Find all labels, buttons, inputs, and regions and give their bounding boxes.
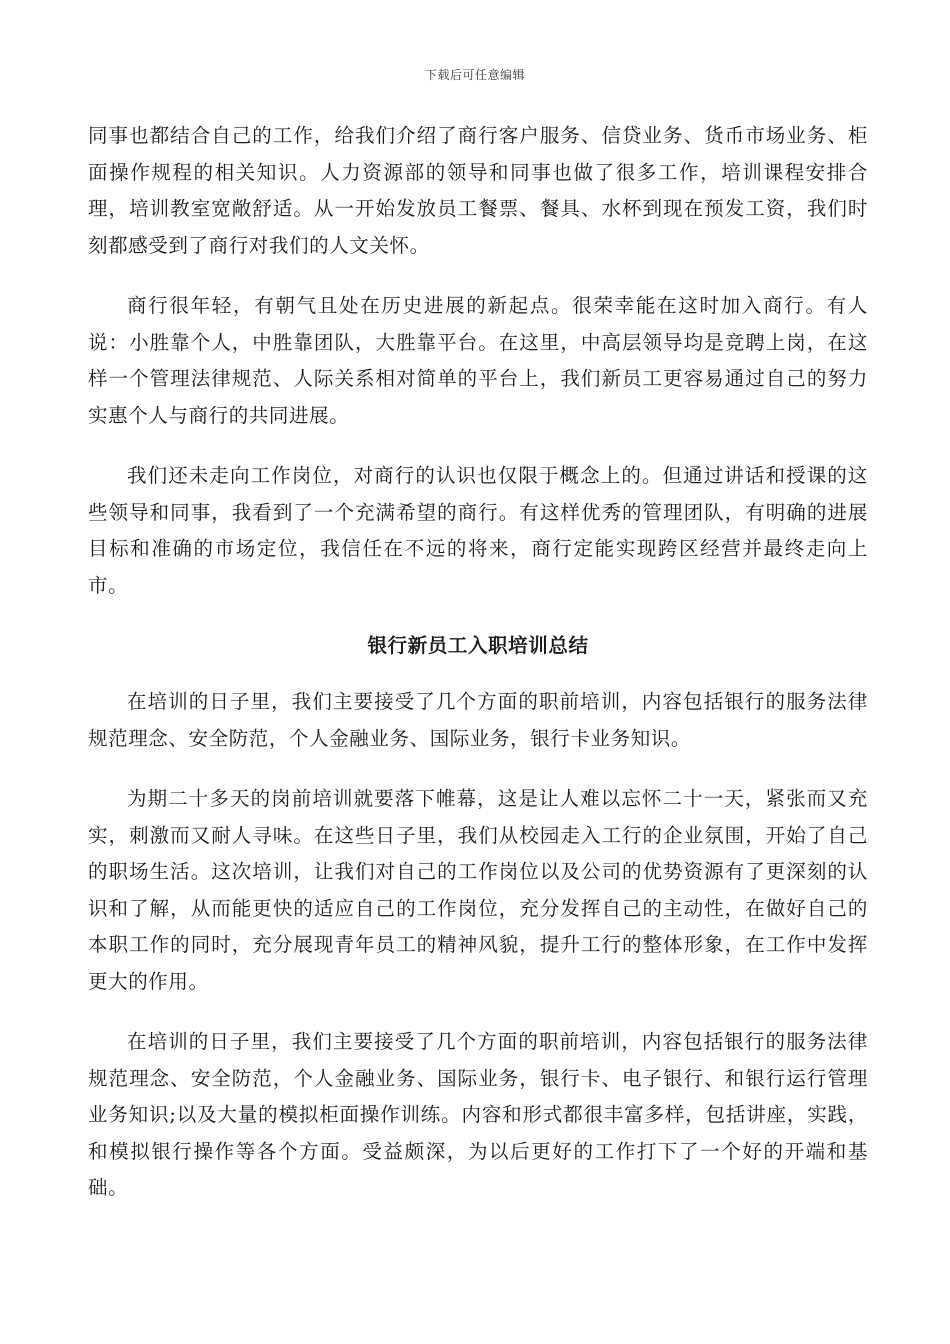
paragraph-continued: 同事也都结合自己的工作，给我们介绍了商行客户服务、信贷业务、货币市场业务、柜面操作规程的相关知识。人力资源部的领导和同事也做了很多工作，培训课程安排合理，培训教室宽敞舒适。从一开始发放员工餐票、餐具、水杯到现在预发工资，我们时刻都感受到了商行对我们的人文关怀。 [88,124,868,257]
paragraph: 为期二十多天的岗前培训就要落下帷幕，这是让人难以忘怀二十一天，紧张而又充实，刺激而又耐人寻味。在这些日子里，我们从校园走入工行的企业氛围，开始了自己的职场生活。这次培训，让我们对自己的工作岗位以及公司的优势资源有了更深刻的认识和了解，从而能更快的适应自己的工作岗位，充分发挥自己的主动性，在做好自己的本职工作的同时，充分展现青年员工的精神风貌，提升工行的整体形象，在工作中发挥更大的作用。 [88,787,868,993]
paragraph: 在培训的日子里，我们主要接受了几个方面的职前培训，内容包括银行的服务法律规范理念、安全防范，个人金融业务、国际业务，银行卡、电子银行、和银行运行管理业务知识;以及大量的模拟柜面操作训练。内容和形式都很丰富多样，包括讲座，实践，和模拟银行操作等各个方面。受益颇深，为以后更好的工作打下了一个好的开端和基础。 [88,1030,868,1199]
paragraph: 我们还未走向工作岗位，对商行的认识也仅限于概念上的。但通过讲话和授课的这些领导和同事，我看到了一个充满希望的商行。有这样优秀的管理团队，有明确的进展目标和准确的市场定位，我信任在不远的将来，商行定能实现跨区经营并最终走向上市。 [88,464,868,597]
document-body [88,118,868,1231]
section-title: 银行新员工入职培训总结 [367,634,589,657]
paragraph: 商行很年轻，有朝气且处在历史进展的新起点。很荣幸能在这时加入商行。有人说：小胜靠个人，中胜靠团队，大胜靠平台。在这里，中高层领导均是竞聘上岗，在这样一个管理法律规范、人际关系相对简单的平台上，我们新员工更容易通过自己的努力实惠个人与商行的共同进展。 [88,294,868,427]
page-header-note: 下载后可任意编辑 [424,68,525,82]
paragraph: 在培训的日子里，我们主要接受了几个方面的职前培训，内容包括银行的服务法律规范理念、安全防范，个人金融业务、国际业务，银行卡业务知识。 [88,690,868,750]
